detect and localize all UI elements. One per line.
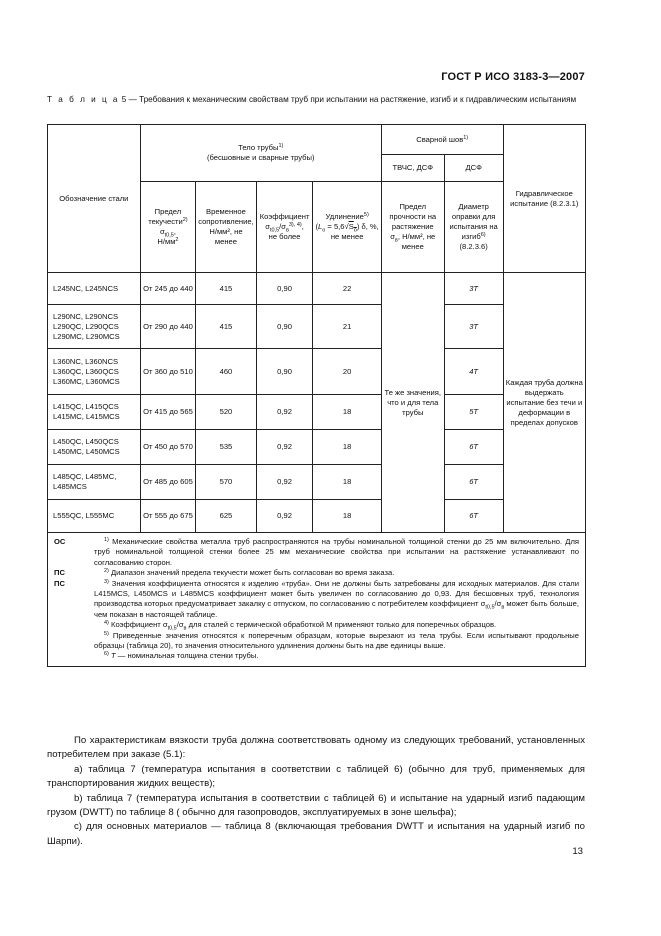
table-notes: ОС $^{1)}$ Механические свойства металла труб распространяются на трубы номинальной толщиной стенки до 25 мм включительно. Для труб номинальной толщиной стенки более 25 мм механические свойства при испытании на растяжение устанавливают по согласованию сторон. ПС $^{2)}$ Диапазон значений предела текучести может быть согласован во время заказа. ПС $^{3)}$ Значения коэффициента относятся к изделию «труба». Они не должны быть затребованы для исходных материалов. Для стали L415MCS, L450MCS и L485MCS коэффициент может быть увеличен по согласованию до 0,93. Для бесшовных труб, технология производства которых предусматривает закалку с отпуском, по согласованию с потребителем коэффициент $\sigma_{t0,5}/\sigma_в$ может быть больше, чем показан в настоящей таблице. $^{4)}$ Коэффициент $\sigma_{t0,5}/\sigma_в$ для сталей с термической обработкой М применяют только для поперечных образцов. $^{5)}$ Приведенные значения относятся к поперечным образцам, которые вырезают из тела трубы. Если испытывают продольные образцы (таблица 20), то значения относительного удлинения должны быть на две единицы выше. $^{6)}$ T — номинальная толщина стенки трубы. (48, 533, 586, 667)
table-row: L555QC, L555MC От 555 до 675 625 0,92 18 6T (48, 500, 586, 533)
page-header: ГОСТ Р ИСО 3183-3—2007 (441, 71, 585, 83)
header-ratio: Коэффициент $\sigma_{t0,5}/\sigma_в^{3), 4)}$, не более (256, 182, 313, 273)
note-4: Коэффициент (111, 620, 161, 630)
table-row: L360NC, L360NCS L360QC, L360QCS L360MC, L360MCS От 360 до 510 460 0,90 20 4T (48, 349, 586, 395)
paragraph-4: с) для основных материалов — таблица 8 (включающая требования DWTT и испытания на ударный изгиб по Шарпи). (47, 821, 585, 847)
table-caption: Т а б л и ц а 5 — Требования к механическим свойствам труб при испытании на растяжение, изгиб и к гидравлическим испытаниям (47, 95, 577, 104)
note-5: Приведенные значения относятся к поперечным образцам, которые вырезают из тела трубы. Если испытывают продольные образцы (таблица 20), то значения относительного удлинения должны быть на две единицы выше. (94, 630, 579, 651)
note-3: Значения коэффициента относятся к изделию «труба». Они не должны быть затребованы для исходных материалов. Для стали L415MCS, L450MCS и L485MCS коэффициент может быть увеличен по согласованию до 0,93. Для бесшовных труб, технология производства которых предусматривает закалку с отпуском, по согласованию с потребителем коэффициент (94, 578, 579, 609)
body-text (47, 734, 585, 849)
header-weld: Сварной шов$^{1)}$ (381, 125, 503, 155)
table-row: L245NC, L245NCS От 245 до 440 415 0,90 22 Те же значения, что и для тела трубы 3T Каждая труба должна выдержать испытание без течи и деформации в пределах допусков (48, 273, 586, 305)
header-weld-strength: Предел прочности на растяжение $\sigma_в$, Н/мм², не менее (381, 182, 444, 273)
paragraph-3: b) таблица 7 (температура испытания в соответствии с таблицей 6) и испытание на ударный изгиб падающим грузом (DWTT) по таблице 8 ( обычно для газопроводов, эксплуатируемых в зоне шельфа); (47, 792, 585, 819)
note-2: Диапазон значений предела текучести может быть согласован во время заказа. (111, 568, 395, 578)
paragraph-1: По характеристикам вязкости труба должна соответствовать одному из следующих требований, установленных потребителем при заказе (5.1): (47, 735, 585, 761)
table-row: L450QC, L450QCS L450MC, L450MCS От 450 до 570 535 0,92 18 6T (48, 430, 586, 465)
mechanical-properties-table (47, 124, 586, 667)
header-mandrel: Диаметр оправки для испытания на изгиб$^{6)}$ (8.2.3.6) (444, 182, 503, 273)
table-row: L485QC, L485MC, L485MCS От 485 до 605 570 0,92 18 6T (48, 465, 586, 500)
header-tensile: Временное сопротивление, Н/мм², не менее (196, 182, 257, 273)
header-steel: Обозначение стали (48, 125, 141, 273)
note-1: Механические свойства металла труб распространяются на трубы номинальной толщиной стенки до 25 мм включительно. Для труб номинальной толщиной стенки более 25 мм механические свойства при испытании на растяжение устанавливают по согласованию сторон. (94, 537, 579, 567)
hydro-requirement: Каждая труба должна выдержать испытание без течи и деформации в пределах допусков (503, 273, 585, 533)
header-elongation: Удлинение$^{5)}$ $(L_o = 5,6√S_o)$ δ, %, не менее (313, 182, 381, 273)
page-number: 13 (572, 846, 583, 857)
header-saw: ДСФ (444, 155, 503, 182)
table-row: L290NC, L290NCS L290QC, L290QCS L290MC, L290MCS От 290 до 440 415 0,90 21 3T (48, 305, 586, 349)
note-6: — номинальная толщина стенки трубы. (117, 651, 259, 661)
weld-same-values: Те же значения, что и для тела трубы (381, 273, 444, 533)
header-yield: Предел текучести$^{2)}$ $\sigma_{t0,5}$, $Н/мм^2$ (140, 182, 196, 273)
header-hfw: ТВЧС, ДСФ (381, 155, 444, 182)
table-row: L415QC, L415QCS L415MC, L415MCS От 415 до 565 520 0,92 18 5T (48, 395, 586, 430)
header-body: Тело трубы$^{1)}$ (бесшовные и сварные трубы) (140, 125, 381, 182)
paragraph-2: а) таблица 7 (температура испытания в соответствии с таблицей 6) (обычно для труб, применяемых для транспортирования жидких веществ); (47, 763, 585, 790)
header-hydro: Гидравлическое испытание (8.2.3.1) (503, 125, 585, 273)
